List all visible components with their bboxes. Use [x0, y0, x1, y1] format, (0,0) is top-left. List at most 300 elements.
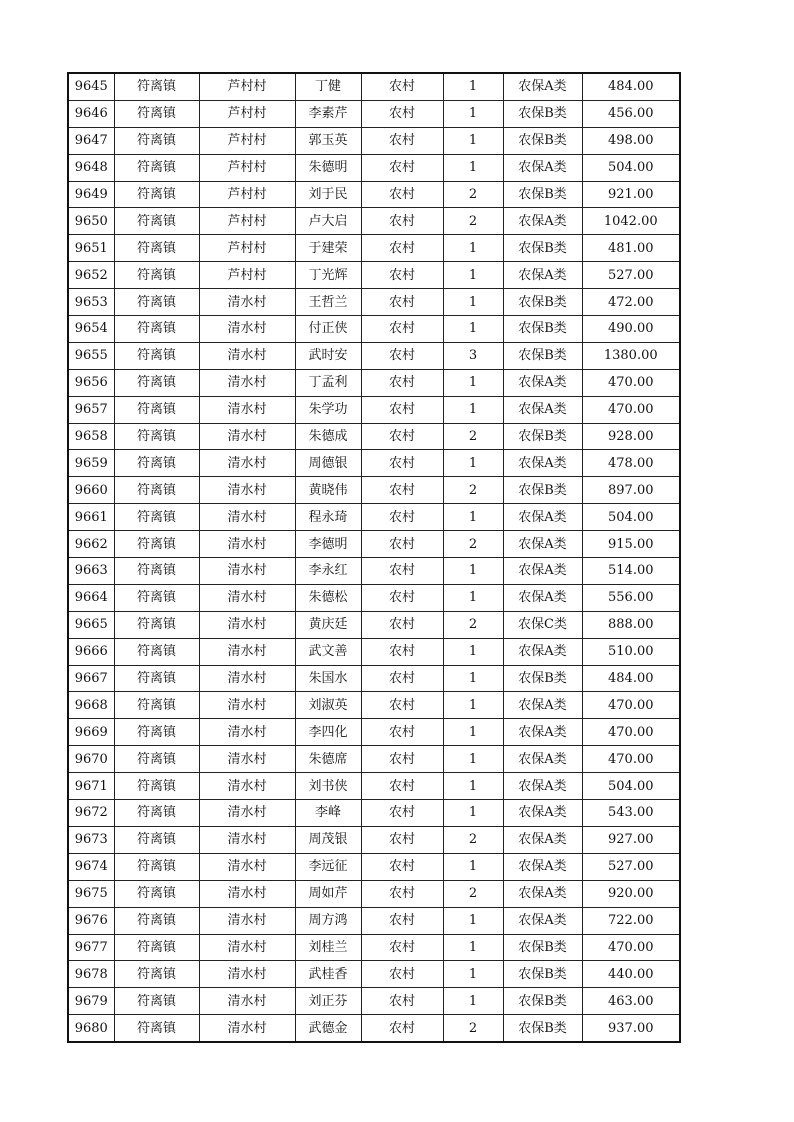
- name-cell: 周如芹: [295, 880, 361, 907]
- name-cell: 李素芹: [295, 100, 361, 127]
- insurance-category-cell: 农保B类: [503, 477, 582, 504]
- insurance-category-cell: 农保B类: [503, 100, 582, 127]
- beneficiary-table: [67, 72, 681, 1043]
- amount-cell: 504.00: [582, 154, 680, 181]
- amount-cell: 510.00: [582, 638, 680, 665]
- name-cell: 刘于民: [295, 181, 361, 208]
- insurance-category-cell: 农保A类: [503, 558, 582, 585]
- household-type-cell: 农村: [361, 504, 443, 531]
- village-cell: 清水村: [199, 934, 295, 961]
- name-cell: 武时安: [295, 342, 361, 369]
- insurance-category-cell: 农保A类: [503, 826, 582, 853]
- village-cell: 清水村: [199, 800, 295, 827]
- record-id-cell: 9652: [68, 262, 114, 289]
- table-row: [68, 396, 680, 423]
- amount-cell: 928.00: [582, 423, 680, 450]
- household-type-cell: 农村: [361, 880, 443, 907]
- town-cell: 符离镇: [114, 934, 199, 961]
- household-type-cell: 农村: [361, 853, 443, 880]
- town-cell: 符离镇: [114, 907, 199, 934]
- village-cell: 清水村: [199, 853, 295, 880]
- insurance-category-cell: 农保A类: [503, 719, 582, 746]
- table-row: [68, 961, 680, 988]
- member-count-cell: 1: [443, 504, 503, 531]
- amount-cell: 470.00: [582, 746, 680, 773]
- record-id-cell: 9667: [68, 665, 114, 692]
- amount-cell: 527.00: [582, 853, 680, 880]
- insurance-category-cell: 农保A类: [503, 504, 582, 531]
- table-row: [68, 342, 680, 369]
- household-type-cell: 农村: [361, 316, 443, 343]
- insurance-category-cell: 农保C类: [503, 611, 582, 638]
- name-cell: 朱德明: [295, 154, 361, 181]
- town-cell: 符离镇: [114, 127, 199, 154]
- insurance-category-cell: 农保A类: [503, 262, 582, 289]
- amount-cell: 921.00: [582, 181, 680, 208]
- member-count-cell: 1: [443, 100, 503, 127]
- member-count-cell: 1: [443, 450, 503, 477]
- insurance-category-cell: 农保A类: [503, 907, 582, 934]
- record-id-cell: 9645: [68, 73, 114, 100]
- town-cell: 符离镇: [114, 100, 199, 127]
- insurance-category-cell: 农保B类: [503, 342, 582, 369]
- member-count-cell: 1: [443, 369, 503, 396]
- household-type-cell: 农村: [361, 100, 443, 127]
- insurance-category-cell: 农保B类: [503, 423, 582, 450]
- member-count-cell: 1: [443, 584, 503, 611]
- town-cell: 符离镇: [114, 800, 199, 827]
- table-row: [68, 289, 680, 316]
- name-cell: 朱德松: [295, 584, 361, 611]
- member-count-cell: 1: [443, 773, 503, 800]
- insurance-category-cell: 农保B类: [503, 181, 582, 208]
- insurance-category-cell: 农保B类: [503, 127, 582, 154]
- amount-cell: 470.00: [582, 369, 680, 396]
- table-row: [68, 934, 680, 961]
- household-type-cell: 农村: [361, 638, 443, 665]
- member-count-cell: 2: [443, 531, 503, 558]
- village-cell: 清水村: [199, 450, 295, 477]
- member-count-cell: 2: [443, 611, 503, 638]
- village-cell: 清水村: [199, 477, 295, 504]
- member-count-cell: 1: [443, 73, 503, 100]
- town-cell: 符离镇: [114, 369, 199, 396]
- village-cell: 清水村: [199, 558, 295, 585]
- record-id-cell: 9663: [68, 558, 114, 585]
- member-count-cell: 1: [443, 853, 503, 880]
- household-type-cell: 农村: [361, 289, 443, 316]
- town-cell: 符离镇: [114, 316, 199, 343]
- record-id-cell: 9650: [68, 208, 114, 235]
- name-cell: 丁孟利: [295, 369, 361, 396]
- name-cell: 朱国水: [295, 665, 361, 692]
- name-cell: 郭玉英: [295, 127, 361, 154]
- household-type-cell: 农村: [361, 369, 443, 396]
- insurance-category-cell: 农保B类: [503, 1015, 582, 1042]
- table-row: [68, 773, 680, 800]
- village-cell: 清水村: [199, 826, 295, 853]
- name-cell: 朱学功: [295, 396, 361, 423]
- household-type-cell: 农村: [361, 584, 443, 611]
- village-cell: 芦村村: [199, 235, 295, 262]
- member-count-cell: 3: [443, 342, 503, 369]
- table-row: [68, 692, 680, 719]
- amount-cell: 470.00: [582, 692, 680, 719]
- insurance-category-cell: 农保A类: [503, 773, 582, 800]
- household-type-cell: 农村: [361, 665, 443, 692]
- insurance-category-cell: 农保A类: [503, 531, 582, 558]
- record-id-cell: 9678: [68, 961, 114, 988]
- household-type-cell: 农村: [361, 262, 443, 289]
- insurance-category-cell: 农保A类: [503, 450, 582, 477]
- member-count-cell: 1: [443, 235, 503, 262]
- amount-cell: 937.00: [582, 1015, 680, 1042]
- amount-cell: 514.00: [582, 558, 680, 585]
- name-cell: 刘正芬: [295, 988, 361, 1015]
- name-cell: 丁健: [295, 73, 361, 100]
- town-cell: 符离镇: [114, 692, 199, 719]
- insurance-category-cell: 农保A类: [503, 369, 582, 396]
- record-id-cell: 9677: [68, 934, 114, 961]
- insurance-category-cell: 农保B类: [503, 961, 582, 988]
- village-cell: 清水村: [199, 665, 295, 692]
- insurance-category-cell: 农保B类: [503, 289, 582, 316]
- insurance-category-cell: 农保A类: [503, 208, 582, 235]
- member-count-cell: 1: [443, 127, 503, 154]
- name-cell: 李四化: [295, 719, 361, 746]
- table-row: [68, 665, 680, 692]
- record-id-cell: 9655: [68, 342, 114, 369]
- name-cell: 朱德席: [295, 746, 361, 773]
- household-type-cell: 农村: [361, 450, 443, 477]
- amount-cell: 722.00: [582, 907, 680, 934]
- town-cell: 符离镇: [114, 342, 199, 369]
- town-cell: 符离镇: [114, 665, 199, 692]
- name-cell: 李远征: [295, 853, 361, 880]
- record-id-cell: 9646: [68, 100, 114, 127]
- household-type-cell: 农村: [361, 1015, 443, 1042]
- insurance-category-cell: 农保A类: [503, 880, 582, 907]
- town-cell: 符离镇: [114, 558, 199, 585]
- household-type-cell: 农村: [361, 477, 443, 504]
- household-type-cell: 农村: [361, 773, 443, 800]
- village-cell: 芦村村: [199, 127, 295, 154]
- table-row: [68, 423, 680, 450]
- record-id-cell: 9680: [68, 1015, 114, 1042]
- town-cell: 符离镇: [114, 262, 199, 289]
- member-count-cell: 1: [443, 934, 503, 961]
- table-row: [68, 746, 680, 773]
- member-count-cell: 1: [443, 746, 503, 773]
- household-type-cell: 农村: [361, 531, 443, 558]
- village-cell: 清水村: [199, 611, 295, 638]
- insurance-category-cell: 农保A类: [503, 73, 582, 100]
- name-cell: 刘书侠: [295, 773, 361, 800]
- amount-cell: 478.00: [582, 450, 680, 477]
- amount-cell: 504.00: [582, 773, 680, 800]
- member-count-cell: 2: [443, 880, 503, 907]
- table-row: [68, 558, 680, 585]
- table-row: [68, 1015, 680, 1042]
- amount-cell: 915.00: [582, 531, 680, 558]
- household-type-cell: 农村: [361, 719, 443, 746]
- amount-cell: 927.00: [582, 826, 680, 853]
- town-cell: 符离镇: [114, 1015, 199, 1042]
- town-cell: 符离镇: [114, 181, 199, 208]
- amount-cell: 481.00: [582, 235, 680, 262]
- record-id-cell: 9673: [68, 826, 114, 853]
- record-id-cell: 9671: [68, 773, 114, 800]
- table-row: [68, 880, 680, 907]
- village-cell: 清水村: [199, 1015, 295, 1042]
- name-cell: 付正侠: [295, 316, 361, 343]
- member-count-cell: 1: [443, 262, 503, 289]
- village-cell: 芦村村: [199, 181, 295, 208]
- amount-cell: 456.00: [582, 100, 680, 127]
- insurance-category-cell: 农保A类: [503, 396, 582, 423]
- table-row: [68, 719, 680, 746]
- village-cell: 芦村村: [199, 208, 295, 235]
- insurance-category-cell: 农保A类: [503, 154, 582, 181]
- household-type-cell: 农村: [361, 73, 443, 100]
- record-id-cell: 9670: [68, 746, 114, 773]
- village-cell: 清水村: [199, 746, 295, 773]
- household-type-cell: 农村: [361, 208, 443, 235]
- table-row: [68, 611, 680, 638]
- household-type-cell: 农村: [361, 611, 443, 638]
- amount-cell: 1042.00: [582, 208, 680, 235]
- town-cell: 符离镇: [114, 423, 199, 450]
- table-row: [68, 826, 680, 853]
- village-cell: 清水村: [199, 316, 295, 343]
- insurance-category-cell: 农保B类: [503, 934, 582, 961]
- household-type-cell: 农村: [361, 342, 443, 369]
- name-cell: 武桂香: [295, 961, 361, 988]
- table-row: [68, 369, 680, 396]
- insurance-category-cell: 农保A类: [503, 692, 582, 719]
- record-id-cell: 9674: [68, 853, 114, 880]
- amount-cell: 484.00: [582, 665, 680, 692]
- insurance-category-cell: 农保B类: [503, 665, 582, 692]
- village-cell: 清水村: [199, 719, 295, 746]
- household-type-cell: 农村: [361, 692, 443, 719]
- member-count-cell: 1: [443, 800, 503, 827]
- record-id-cell: 9653: [68, 289, 114, 316]
- insurance-category-cell: 农保A类: [503, 800, 582, 827]
- name-cell: 李峰: [295, 800, 361, 827]
- town-cell: 符离镇: [114, 853, 199, 880]
- name-cell: 程永琦: [295, 504, 361, 531]
- name-cell: 朱德成: [295, 423, 361, 450]
- member-count-cell: 1: [443, 558, 503, 585]
- member-count-cell: 1: [443, 396, 503, 423]
- record-id-cell: 9651: [68, 235, 114, 262]
- household-type-cell: 农村: [361, 154, 443, 181]
- insurance-category-cell: 农保A类: [503, 853, 582, 880]
- member-count-cell: 1: [443, 907, 503, 934]
- record-id-cell: 9654: [68, 316, 114, 343]
- name-cell: 丁光辉: [295, 262, 361, 289]
- member-count-cell: 1: [443, 289, 503, 316]
- name-cell: 李德明: [295, 531, 361, 558]
- amount-cell: 463.00: [582, 988, 680, 1015]
- table-row: [68, 504, 680, 531]
- household-type-cell: 农村: [361, 127, 443, 154]
- household-type-cell: 农村: [361, 746, 443, 773]
- household-type-cell: 农村: [361, 800, 443, 827]
- insurance-category-cell: 农保A类: [503, 638, 582, 665]
- town-cell: 符离镇: [114, 531, 199, 558]
- member-count-cell: 2: [443, 826, 503, 853]
- town-cell: 符离镇: [114, 880, 199, 907]
- name-cell: 黄晓伟: [295, 477, 361, 504]
- town-cell: 符离镇: [114, 988, 199, 1015]
- village-cell: 芦村村: [199, 262, 295, 289]
- town-cell: 符离镇: [114, 289, 199, 316]
- name-cell: 王哲兰: [295, 289, 361, 316]
- amount-cell: 897.00: [582, 477, 680, 504]
- member-count-cell: 2: [443, 423, 503, 450]
- table-row: [68, 988, 680, 1015]
- village-cell: 芦村村: [199, 73, 295, 100]
- table-body: [68, 73, 680, 1042]
- table-row: [68, 262, 680, 289]
- table-row: [68, 235, 680, 262]
- town-cell: 符离镇: [114, 450, 199, 477]
- amount-cell: 888.00: [582, 611, 680, 638]
- name-cell: 刘桂兰: [295, 934, 361, 961]
- record-id-cell: 9661: [68, 504, 114, 531]
- record-id-cell: 9660: [68, 477, 114, 504]
- village-cell: 清水村: [199, 396, 295, 423]
- town-cell: 符离镇: [114, 773, 199, 800]
- member-count-cell: 1: [443, 692, 503, 719]
- village-cell: 清水村: [199, 773, 295, 800]
- name-cell: 李永红: [295, 558, 361, 585]
- amount-cell: 498.00: [582, 127, 680, 154]
- household-type-cell: 农村: [361, 961, 443, 988]
- household-type-cell: 农村: [361, 235, 443, 262]
- name-cell: 卢大启: [295, 208, 361, 235]
- record-id-cell: 9649: [68, 181, 114, 208]
- village-cell: 清水村: [199, 584, 295, 611]
- village-cell: 清水村: [199, 423, 295, 450]
- record-id-cell: 9666: [68, 638, 114, 665]
- member-count-cell: 2: [443, 477, 503, 504]
- household-type-cell: 农村: [361, 826, 443, 853]
- household-type-cell: 农村: [361, 423, 443, 450]
- town-cell: 符离镇: [114, 208, 199, 235]
- village-cell: 清水村: [199, 988, 295, 1015]
- amount-cell: 504.00: [582, 504, 680, 531]
- table-row: [68, 584, 680, 611]
- record-id-cell: 9676: [68, 907, 114, 934]
- name-cell: 武德金: [295, 1015, 361, 1042]
- record-id-cell: 9664: [68, 584, 114, 611]
- table-row: [68, 316, 680, 343]
- table-row: [68, 907, 680, 934]
- amount-cell: 470.00: [582, 934, 680, 961]
- town-cell: 符离镇: [114, 584, 199, 611]
- table-row: [68, 127, 680, 154]
- member-count-cell: 1: [443, 961, 503, 988]
- village-cell: 清水村: [199, 504, 295, 531]
- record-id-cell: 9668: [68, 692, 114, 719]
- table-row: [68, 531, 680, 558]
- table-row: [68, 73, 680, 100]
- household-type-cell: 农村: [361, 181, 443, 208]
- amount-cell: 556.00: [582, 584, 680, 611]
- village-cell: 清水村: [199, 880, 295, 907]
- record-id-cell: 9662: [68, 531, 114, 558]
- insurance-category-cell: 农保B类: [503, 988, 582, 1015]
- amount-cell: 490.00: [582, 316, 680, 343]
- member-count-cell: 1: [443, 316, 503, 343]
- insurance-category-cell: 农保B类: [503, 316, 582, 343]
- insurance-category-cell: 农保B类: [503, 235, 582, 262]
- table-row: [68, 477, 680, 504]
- amount-cell: 440.00: [582, 961, 680, 988]
- town-cell: 符离镇: [114, 746, 199, 773]
- town-cell: 符离镇: [114, 73, 199, 100]
- member-count-cell: 2: [443, 181, 503, 208]
- member-count-cell: 1: [443, 638, 503, 665]
- amount-cell: 543.00: [582, 800, 680, 827]
- table-row: [68, 853, 680, 880]
- member-count-cell: 2: [443, 208, 503, 235]
- insurance-category-cell: 农保A类: [503, 746, 582, 773]
- member-count-cell: 1: [443, 665, 503, 692]
- member-count-cell: 1: [443, 988, 503, 1015]
- village-cell: 芦村村: [199, 100, 295, 127]
- town-cell: 符离镇: [114, 611, 199, 638]
- town-cell: 符离镇: [114, 235, 199, 262]
- member-count-cell: 1: [443, 719, 503, 746]
- member-count-cell: 1: [443, 154, 503, 181]
- village-cell: 清水村: [199, 289, 295, 316]
- record-id-cell: 9657: [68, 396, 114, 423]
- town-cell: 符离镇: [114, 504, 199, 531]
- insurance-category-cell: 农保A类: [503, 584, 582, 611]
- name-cell: 刘淑英: [295, 692, 361, 719]
- table-row: [68, 208, 680, 235]
- name-cell: 武文善: [295, 638, 361, 665]
- household-type-cell: 农村: [361, 907, 443, 934]
- record-id-cell: 9665: [68, 611, 114, 638]
- amount-cell: 484.00: [582, 73, 680, 100]
- record-id-cell: 9659: [68, 450, 114, 477]
- amount-cell: 470.00: [582, 396, 680, 423]
- village-cell: 清水村: [199, 638, 295, 665]
- town-cell: 符离镇: [114, 719, 199, 746]
- record-id-cell: 9675: [68, 880, 114, 907]
- record-id-cell: 9648: [68, 154, 114, 181]
- member-count-cell: 2: [443, 1015, 503, 1042]
- name-cell: 于建荣: [295, 235, 361, 262]
- town-cell: 符离镇: [114, 638, 199, 665]
- household-type-cell: 农村: [361, 396, 443, 423]
- name-cell: 周茂银: [295, 826, 361, 853]
- record-id-cell: 9672: [68, 800, 114, 827]
- amount-cell: 470.00: [582, 719, 680, 746]
- table-row: [68, 181, 680, 208]
- record-id-cell: 9679: [68, 988, 114, 1015]
- village-cell: 清水村: [199, 342, 295, 369]
- amount-cell: 472.00: [582, 289, 680, 316]
- name-cell: 周德银: [295, 450, 361, 477]
- amount-cell: 527.00: [582, 262, 680, 289]
- name-cell: 周方鸿: [295, 907, 361, 934]
